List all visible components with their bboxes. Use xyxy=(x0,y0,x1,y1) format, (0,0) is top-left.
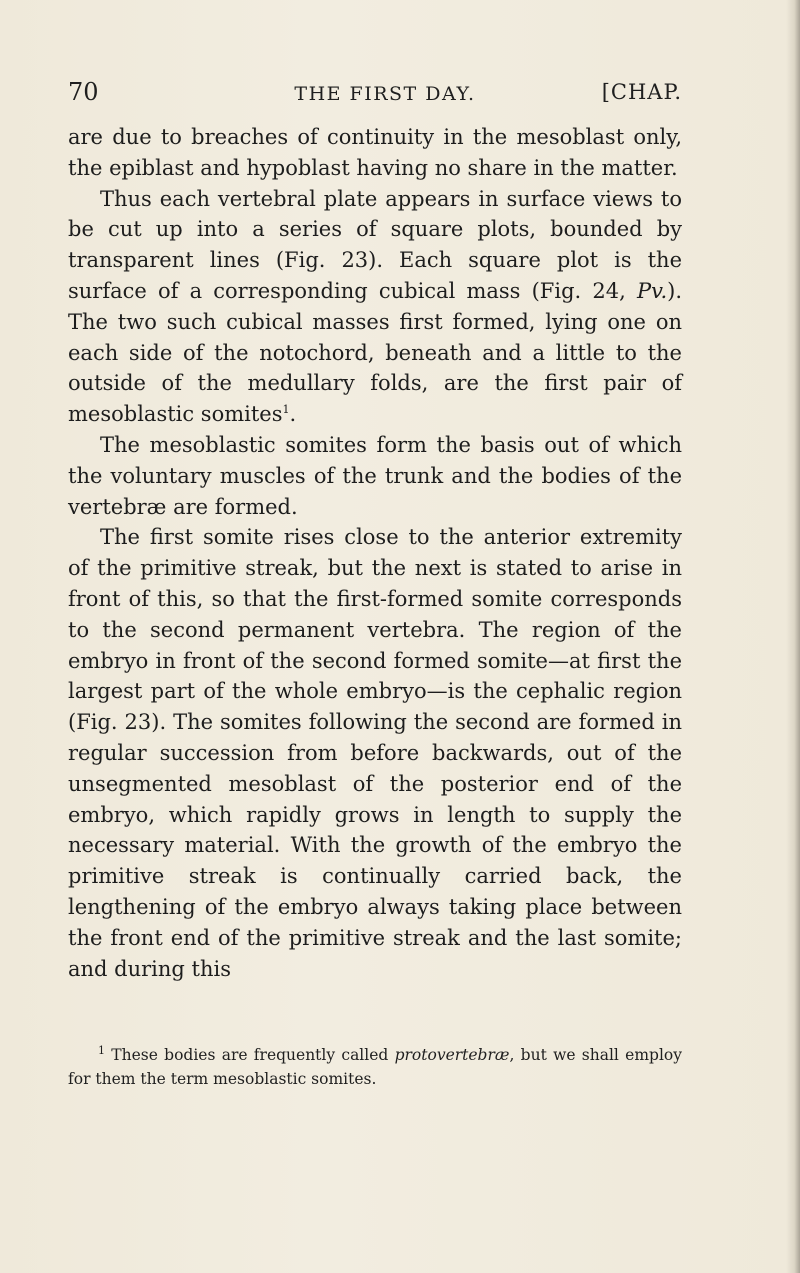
footnote-paragraph xyxy=(68,1043,682,1091)
running-title: THE FIRST DAY. xyxy=(294,83,476,105)
footnote-reference: 1 xyxy=(282,403,290,417)
text-run: Thus each vertebral plate appears in surface views to be cut up into a series of square plots, bounded by transparent lines (Fig. 23). Each square plot is the surface of a corresponding cubical mass (Fig. 24, xyxy=(68,186,682,303)
body-text xyxy=(68,122,682,984)
paragraph xyxy=(68,184,682,430)
chapter-label: [CHAP. xyxy=(601,80,682,104)
paragraph xyxy=(68,430,682,522)
footnote-text xyxy=(68,1043,682,1088)
text-run: , but we shall employ for them the term mesoblastic somites. xyxy=(68,1046,682,1088)
paragraph xyxy=(68,522,682,984)
text-run: . xyxy=(289,402,297,427)
footnote-marker: 1 xyxy=(98,1043,105,1057)
page-header xyxy=(68,78,682,112)
footnote xyxy=(68,1043,682,1091)
italic-text: Pv. xyxy=(636,278,668,303)
italic-text: protovertebræ xyxy=(394,1046,510,1064)
text-run: are due to breaches of continuity in the mesoblast only, the epiblast and hypoblast having no share in the matter. xyxy=(68,125,682,180)
text-run: The first somite rises close to the anterior extremity of the primitive streak, but the next is stated to arise in front of this, so that the first-formed somite corresponds to the second permanent vertebra. The region of the embryo in front of the second formed somite—at first the largest part of the whole embryo—is the cephalic region (Fig. 23). The somites following the second are formed in regular succession from before backwards, out of the unsegmented mesoblast of the posterior end of the embryo, which rapidly grows in length to supply the necessary material. With the growth of the embryo the primitive streak is continually carried back, the lengthening of the embryo always taking place between the front end of the primitive streak and the last somite; and during this xyxy=(68,525,682,981)
page-number: 70 xyxy=(68,78,99,106)
text-run: These bodies are frequently called xyxy=(105,1046,395,1064)
paragraph xyxy=(68,122,682,184)
text-run: ). The two such cubical masses first formed, lying one on each side of the notochord, beneath and a little to the outside of the medullary folds, are the first pair of mesoblastic somites xyxy=(68,278,682,427)
page-edge-shadow xyxy=(786,0,800,1273)
text-run: The mesoblastic somites form the basis out of which the voluntary muscles of the trunk and the bodies of the vertebræ are formed. xyxy=(68,432,682,519)
